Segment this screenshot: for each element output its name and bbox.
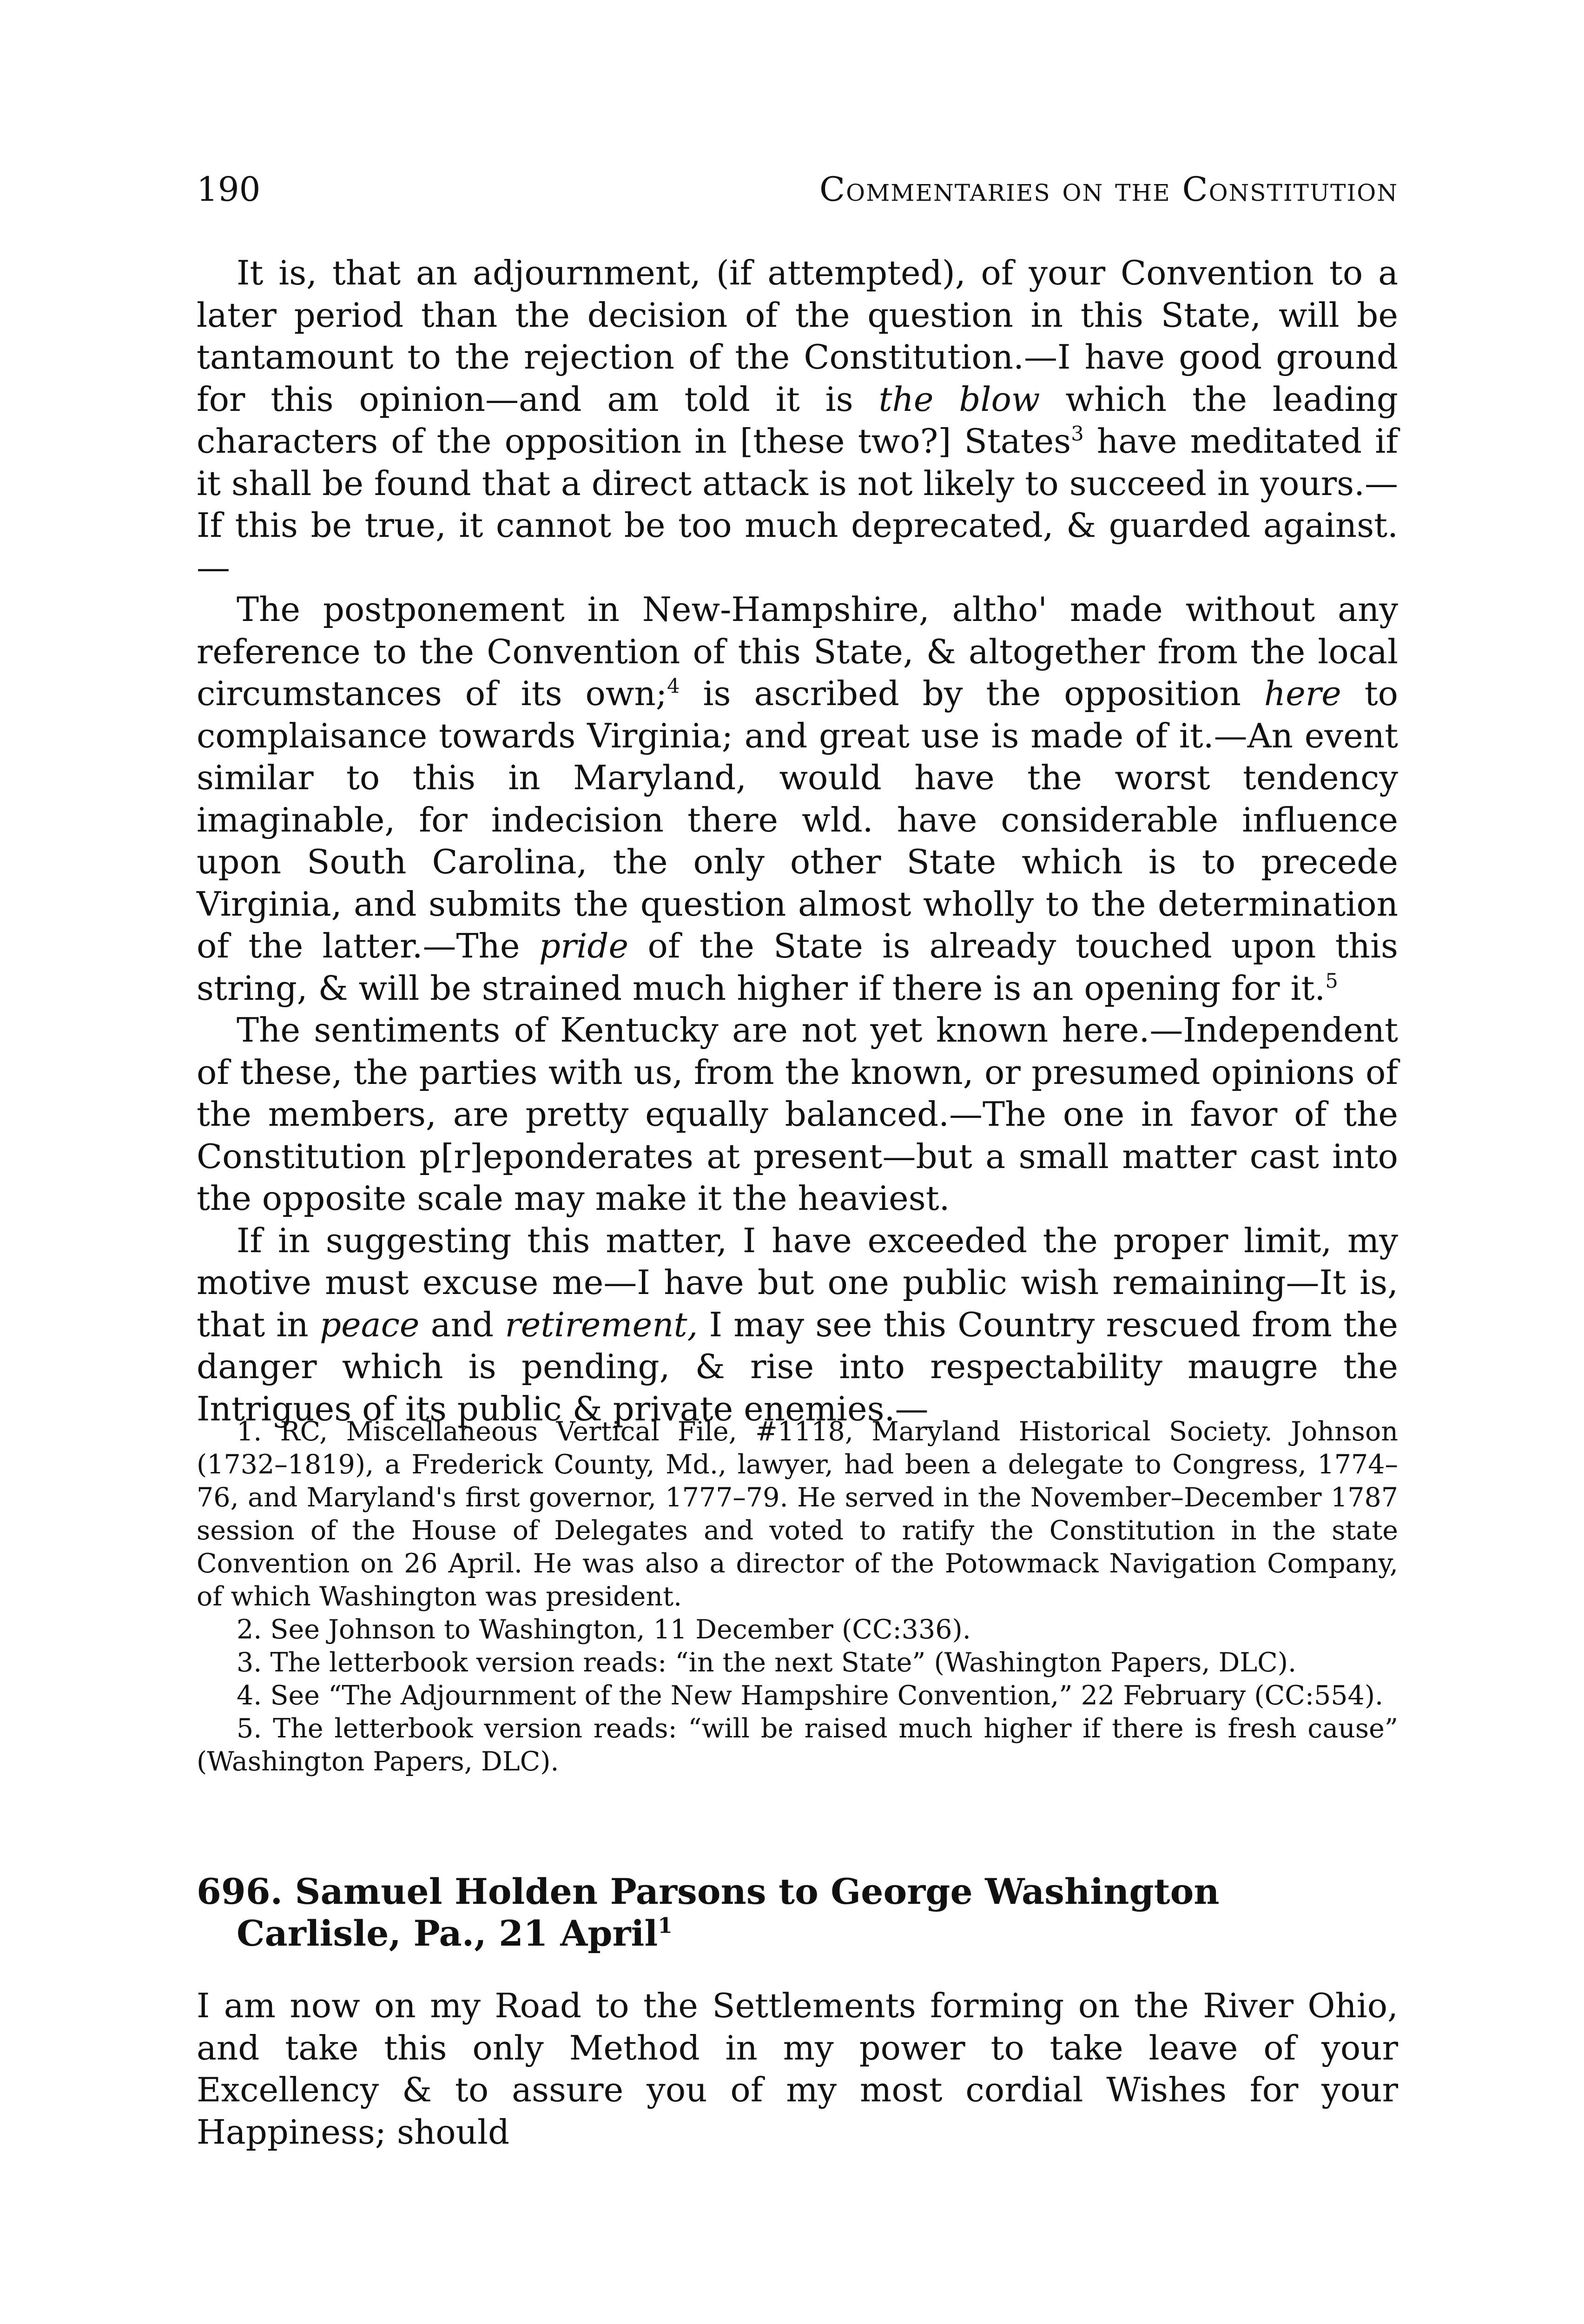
document-heading <box>197 1871 1398 1954</box>
paragraph-4: If in suggesting this matter, I have exceeded the proper limit, my motive must excuse me—I have but one public wish remaining—It is, that in peace and retirement, I may see this Country rescued from the danger which is pending, & rise into respectability maugre the Intrigues of its public & private enemies.— <box>197 1221 1398 1428</box>
heading-footnote-ref: 1 <box>658 1913 673 1938</box>
document-body <box>197 1985 1398 2153</box>
document-dateline: Carlisle, Pa., 21 April$^1$ <box>237 1913 673 1954</box>
footnote-ref-3: 3 <box>1071 423 1084 446</box>
footnote-ref-5: 5 <box>1325 969 1338 993</box>
document-title: 696. Samuel Holden Parsons to George Washington <box>197 1871 1220 1912</box>
footnotes <box>197 1415 1398 1778</box>
document-paragraph: I am now on my Road to the Settlements forming on the River Ohio, and take this only Method in my power to take leave of your Excellency & to assure you of my most cordial Wishes for your Happiness; should <box>197 1986 1398 2152</box>
paragraph-1: It is, that an adjournment, (if attempted), of your Convention to a later period than the decision of the question in this State, will be tantamount to the rejection of the Constitution.—I have good ground for this opinion—and am told it is the blow which the leading characters of the opposition in [these two?] States$^3$ have meditated if it shall be found that a direct attack is not likely to succeed in yours.—If this be true, it cannot be too much deprecated, & guarded against.— <box>197 253 1399 587</box>
running-title: Commentaries on the Constitution <box>819 170 1398 209</box>
footnote-2: 2. See Johnson to Washington, 11 December (CC:336). <box>237 1614 971 1645</box>
footnote-ref-4: 4 <box>667 675 680 699</box>
footnote-5: 5. The letterbook version reads: “will be raised much higher if there is fresh cause” (Washington Papers, DLC). <box>197 1713 1398 1777</box>
page-number: 190 <box>197 170 261 209</box>
footnote-3: 3. The letterbook version reads: “in the next State” (Washington Papers, DLC). <box>237 1647 1297 1678</box>
running-head <box>197 168 1398 210</box>
paragraph-2: The postponement in New-Hampshire, altho' made without any reference to the Convention of this State, & altogether from the local circumstances of its own;$^4$ is ascribed by the opposition here to complaisance towards Virginia; and great use is made of it.—An event similar to this in Maryland, would have the worst tendency imaginable, for indecision there wld. have considerable influence upon South Carolina, the only other State which is to precede Virginia, and submits the question almost wholly to the determination of the latter.—The pride of the State is already touched upon this string, & will be strained much higher if there is an opening for it.$^5$ <box>197 590 1398 1008</box>
letter-body <box>197 252 1398 1430</box>
paragraph-3: The sentiments of Kentucky are not yet known here.—Independent of these, the parties with us, from the known, or presumed opinions of the members, are pretty equally balanced.—The one in favor of the Constitution p[r]eponderates at present—but a small matter cast into the opposite scale may make it the heaviest. <box>197 1010 1398 1218</box>
footnote-1: 1. RC, Miscellaneous Vertical File, #1118, Maryland Historical Society. Johnson (1732–1819), a Frederick County, Md., lawyer, had been a delegate to Congress, 1774–76, and Maryland's first governor, 1777–79. He served in the November–December 1787 session of the House of Delegates and voted to ratify the Constitution in the state Convention on 26 April. He was also a director of the Potowmack Navigation Company, of which Washington was president. <box>197 1416 1398 1612</box>
footnote-4: 4. See “The Adjournment of the New Hampshire Convention,” 22 February (CC:554). <box>237 1680 1384 1711</box>
